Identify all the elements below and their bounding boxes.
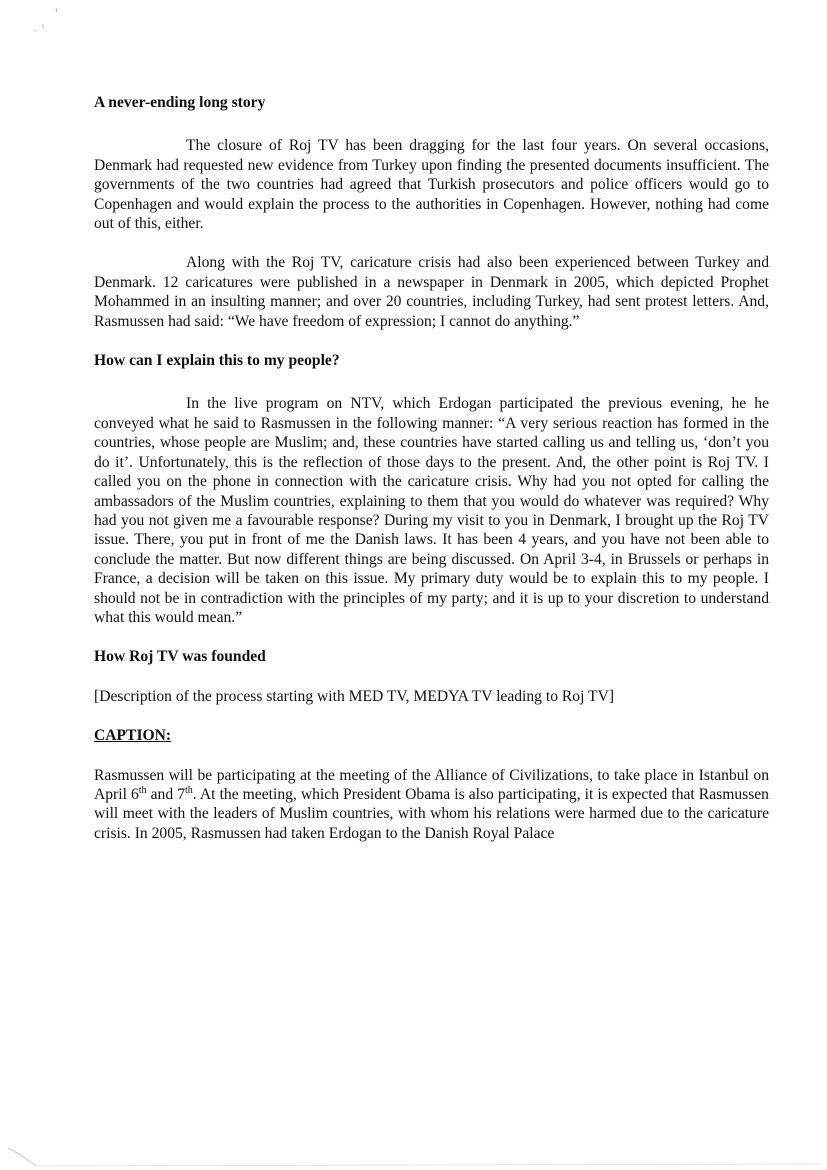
section-heading-never-ending: A never-ending long story	[94, 94, 266, 111]
caption-text	[94, 766, 769, 844]
paragraph-closure: The closure of Roj TV has been dragging for the last four years. On several occasions, Denmark had requested new evidence from Turkey upon finding the presented documents insufficient. The governments of the two countries had agreed that Turkish prosecutors and police officers would go to Copenhagen and would explain the process to the authorities in Copenhagen. However, nothing had come out of this, either.	[94, 137, 769, 233]
paragraph-ntv-program: In the live program on NTV, which Erdogan participated the previous evening, he he conveyed what he said to Rasmussen in the following manner: “A very serious reaction has formed in the countries, whose people are Muslim; and, these countries have started calling us and telling us, ‘don’t you do it’. Unfortunately, this is the reflection of those days to the present. And, the other point is Roj TV. I called you on the phone in connection with the caricature crisis. Why had you not opted for calling the ambassadors of the Muslim countries, explaining to them that you would do whatever was required? Why had you not given me a favourable response? During my visit to you in Denmark, I brought up the Roj TV issue. There, you put in front of me the Danish laws. It has been 4 years, and you have not been able to conclude the matter. But now different things are being discussed. On April 3-4, in Brussels or perhaps in France, a decision will be taken on this issue. My primary duty would be to explain this to my people. I should not be in contradiction with the principles of my party; and it is up to your discretion to understand what this would mean.”	[94, 395, 769, 626]
section-heading-founded: How Roj TV was founded	[94, 648, 266, 666]
caption-heading: CAPTION:	[94, 727, 172, 745]
caption-sup-th-2: th	[185, 784, 193, 796]
caption-text-part3: . At the meeting, which President Obama is also participating, it is expected that Rasmussen will meet with the leaders of Muslim countries, with whom his relations were harmed due to the caricature crisis. In 2005, Rasmussen had taken Erdogan to the Danish Royal Palace	[94, 785, 769, 842]
section-heading-explain: How can I explain this to my people?	[94, 352, 340, 370]
scan-speck-icon	[30, 6, 60, 36]
document-body	[94, 93, 769, 843]
paragraph-caricature-crisis: Along with the Roj TV, caricature crisis had also been experienced between Turkey and Denmark. 12 caricatures were published in a newspaper in Denmark in 2005, which depicted Prophet Mohammed in an insulting manner; and over 20 countries, including Turkey, had sent protest letters. And, Rasmussen had said: “We have freedom of expression; I cannot do anything.”	[94, 254, 769, 330]
paragraph-description-note: [Description of the process starting with MED TV, MEDYA TV leading to Roj TV]	[94, 687, 615, 705]
caption-text-part2: and 7	[146, 785, 186, 803]
page-edge-shadow-icon	[0, 1120, 827, 1170]
caption-sup-th-1: th	[138, 784, 147, 796]
caption-text-part1: Rasmussen will be participating at the meeting of the Alliance of Civilizations, to take place in Istanbul on April 6	[94, 766, 769, 803]
